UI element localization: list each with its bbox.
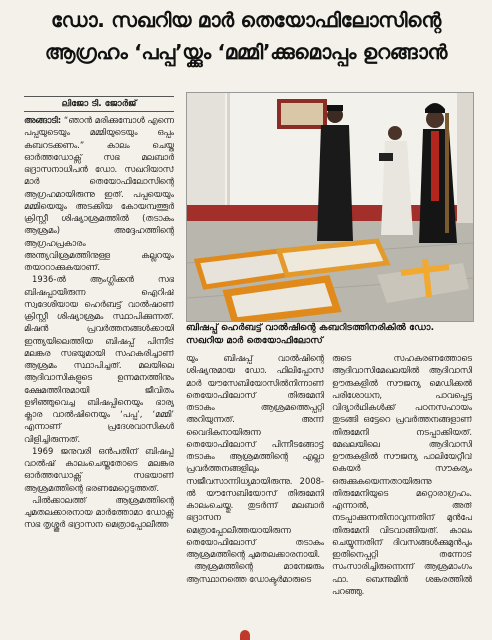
wall-frame-inner <box>281 103 323 125</box>
prayer-book <box>379 153 393 161</box>
article-paragraph: 1936-ൽ ആംഗ്ലിക്കൻ സഭ ബിഷപ്പായിരുന്ന ഐറിഷ് സ്വദേശിയായ ഹെർബട്ട് വാൽഷാണ് ക്രിസ്റ്റീ ശിഷ്യാശ്രമം സ്ഥാപിക്കുന്നത്. മിഷൻ പ്രവർത്തനങ്ങൾക്കായി ഇന്ത്യയിലെത്തിയ ബിഷപ്പ് പിന്നീട് മലങ്കര സഭയുമായി സഹകരിച്ചാണ് ആശ്രമം സ്ഥാപിച്ചത്. മലയിലെ ആദിവാസികളുടെ ഉന്നമനത്തിനും ക്ഷേമത്തിനുമായി ജീവിതം ഉഴിഞ്ഞുവെച്ച ബിഷപ്പിനെയും ഭാര്യ ക്ലാര വാൽഷിനെയും ‘പപ്പ’, ‘മമ്മി’ എന്നാണ് പ്രദേശവാസികൾ വിളിച്ചിരുന്നത്. <box>24 274 174 444</box>
bishop-staff <box>445 113 449 233</box>
wall-edge <box>227 93 230 221</box>
dateline: അങ്ങാടി: <box>24 115 62 125</box>
photo-scene <box>187 93 473 321</box>
article-column-1 <box>24 114 174 634</box>
deacon-head <box>388 126 402 140</box>
bishop-sash <box>431 131 439 201</box>
priest-cassock <box>317 125 353 241</box>
page-marker <box>240 630 250 640</box>
right-pillar <box>457 93 473 223</box>
paragraph-text: “ഞാൻ മരിക്കുമ്പോൾ എന്നെ പപ്പയുടെയും മമ്മിയുടെയും ഒപ്പം കബറടക്കണം.” കാലം ചെയ്ത ഓർത്തഡോക്സ് സഭ മലബാർ ഭദ്രാസനാധിപൻ ഡോ. സഖറിയാസ് മാർ തെയോഫിലോസിന്റെ ആഗ്രഹമായിരുന്നു ഇത്. പപ്പയെയും മമ്മിയെയും അടക്കിയ കോയമ്പത്തൂർ ക്രിസ്റ്റീ ശിഷ്യാശ്രമത്തിൽ (തടാകം ആശ്രമം) അദ്ദേഹത്തിന്റെ ആഗ്രഹപ്രകാരം അന്ത്യവിശ്രമത്തിനുള്ള കല്ലറയും തയാറാക്കുകയാണ്. <box>24 115 174 272</box>
headline-line-1: ഡോ. സഖറിയ മാർ തെയോഫിലോസിന്റെ <box>50 8 442 32</box>
photo-caption: ബിഷപ്പ് ഹെർബട്ട് വാൽഷിന്റെ കബറിടത്തിനരികിൽ ഡോ. സഖറിയ മാർ തെയോഫിലോസ് <box>186 322 435 346</box>
article-paragraph: രുടെ സഹകരണത്തോടെ ആദിവാസിമേഖലയിൽ ആദിവാസി ഊരുകളിൽ സൗജന്യ മെഡിക്കൽ പരിശോധന, പാവപ്പെട്ട വിദ്യാർഥികൾക്ക് പഠനസഹായം തുടങ്ങി ഒട്ടേറെ പ്രവർത്തനങ്ങളാണ് തിരുമേനി നടപ്പാക്കിയത്. മേഖലയിലെ ആദിവാസി ഊരുകളിൽ സൗജന്യ പാലിയേറ്റീവ് കെയർ സൗകര്യം ഒരുക്കുകയെന്നതായിരുന്നു തിരുമേനിയുടെ മറ്റൊരാഗ്രഹം. എന്നാൽ, അത് നടപ്പാക്കുന്നതിനാവുന്നതിന് മുൻപേ തിരുമേനി വിടവാങ്ങിയത്. കാലം ചെയ്യുന്നതിന് ദിവസങ്ങൾക്കുമുൻപും ഇതിനെപ്പറ്റി തന്നോട് സംസാരിച്ചിരുന്നെന്ന് ആശ്രമാംഗം ഫാ. ബെന്നുമിൻ ശങ്കരത്തിൽ പറഞ്ഞു. <box>332 353 472 596</box>
article-paragraph: 1969 ജനുവരി ഒൻപതിന് ബിഷപ്പ് വാൽഷ് കാലംചെയ്തതോടെ മലങ്കര ഓർത്തഡോക്സ് സഭയാണ് ആശ്രമത്തിന്റെ ഭരണമേറ്റെടുത്തത്. <box>24 445 174 493</box>
article-paragraph: ആശ്രമത്തിന്റെ മാനേജരും ആസ്ഥാനത്തെ ഡോക്ടർമാരുടെ <box>186 561 324 584</box>
article-paragraph <box>24 114 174 273</box>
byline: ലിജോ ടി. ജോർജ് <box>24 96 174 112</box>
headline <box>0 4 492 72</box>
priest-cap <box>327 105 343 111</box>
wall-pillar <box>187 93 225 221</box>
article-column-2 <box>186 352 324 634</box>
headline-line-2: ആഗ്രഹം ‘പപ്പ’യ്ക്കും ‘മമ്മി’ക്കുമൊപ്പം ഉറങ്ങാൻ <box>44 40 448 64</box>
article-paragraph: പിൽക്കാലത്ത് ആശ്രമത്തിന്റെ ചുമതലക്കാരനായ മാർത്തോമാ ഡോക്സ് സഭ തൃശ്ശൂർ ഭദ്രാസന മെത്രാപ്പോലീത്ത <box>24 494 174 530</box>
article-column-3 <box>332 352 472 634</box>
article-paragraph: യും ബിഷപ്പ് വാൽഷിന്റെ ശിഷ്യനുമായ ഡോ. ഫിലിപ്പോസ് മാർ യൗസേബിയോസിൽനിന്നാണ് തെയോഫിലോസ് തിരുമേനി തടാകം ആശ്രമത്തെപ്പറ്റി അറിയുന്നത്. അന്ന് വൈദികനായിരുന്ന തെയോഫിലോസ് പിന്നീടങ്ങോട്ട് തടാകം ആശ്രമത്തിന്റെ എല്ലാ പ്രവർത്തനങ്ങളിലും സജീവസാന്നിധ്യമായിരുന്നു. 2008-ൽ യൗസേബിയോസ് തിരുമേനി കാലംചെയ്തു. തുടർന്ന് മലബാർ ഭദ്രാസന മെത്രാപ്പോലീത്തയായിരുന്ന തെയോഫിലോസ് തടാകം ആശ്രമത്തിന്റെ ചുമതലക്കാരനായി. <box>186 353 324 559</box>
news-photo <box>186 92 474 322</box>
